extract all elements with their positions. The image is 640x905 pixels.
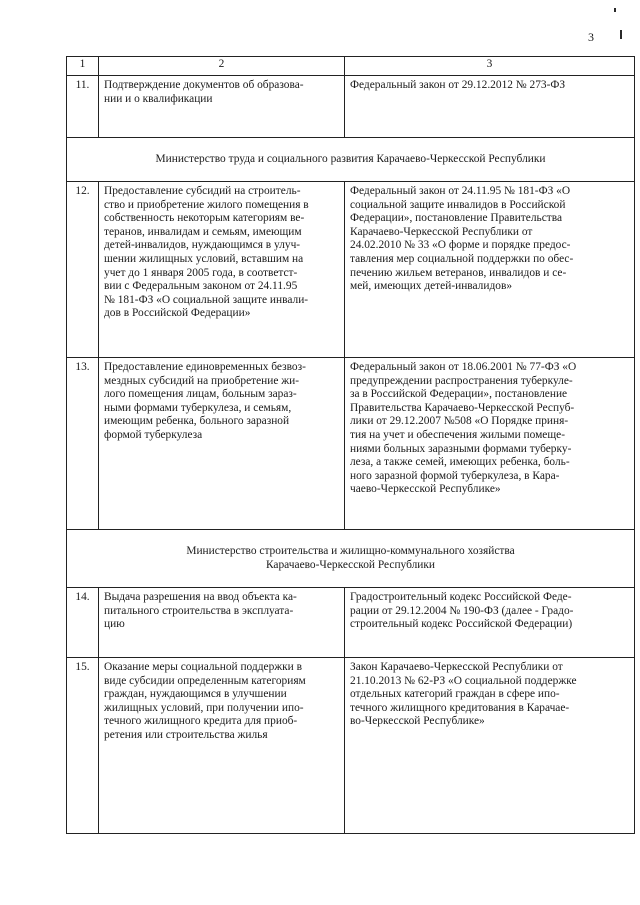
row-number: 11.	[67, 76, 99, 138]
legal-basis	[345, 76, 635, 138]
table-row	[67, 358, 635, 530]
column-header: 1	[67, 57, 99, 76]
ministry-heading-text: Министерство строительства и жилищно-коммунального хозяйства Карачаево-Черкесской Республики	[186, 544, 515, 571]
service-text: Выдача разрешения на ввод объекта ка- питального строительства в эксплуата- цию	[104, 591, 297, 631]
legal-basis	[345, 182, 635, 358]
ministry-heading	[67, 138, 635, 182]
column-header: 2	[99, 57, 345, 76]
table-row	[67, 658, 635, 834]
row-number: 14.	[67, 588, 99, 658]
service-name	[99, 76, 345, 138]
legal-basis-text: Закон Карачаево-Черкесской Республики от 21.10.2013 № 62-РЗ «О социальной поддержке отдельных категорий граждан в сфере ипо- течного жилищного кредитования в Карачае- во-Черкесской Республике»	[350, 661, 577, 728]
column-header: 3	[345, 57, 635, 76]
table-header-row	[67, 57, 635, 76]
ministry-row	[67, 138, 635, 182]
scan-mark	[614, 8, 616, 12]
services-table	[66, 56, 635, 834]
row-number: 12.	[67, 182, 99, 358]
page-number: 3	[588, 30, 594, 44]
service-name	[99, 658, 345, 834]
legal-basis	[345, 658, 635, 834]
service-name	[99, 358, 345, 530]
ministry-row	[67, 530, 635, 588]
table-row	[67, 182, 635, 358]
legal-basis	[345, 588, 635, 658]
table-row	[67, 588, 635, 658]
legal-basis-text: Федеральный закон от 18.06.2001 № 77-ФЗ «О предупреждении распространения туберкуле- за в Российской Федерации», постановление Правительства Карачаево-Черкесской Респуб- лики от 29.12.2007 №508 «О Порядке приня- тия на учет и обеспечения жилыми помеще- ниями больных заразными формами туберку- леза, а также семей, имеющих ребенка, боль- ного заразной формой туберкулеза, в Кара- чаево-Черкесской Республике»	[350, 361, 577, 496]
ministry-heading	[67, 530, 635, 588]
legal-basis	[345, 358, 635, 530]
ministry-heading-text: Министерство труда и социального развития Карачаево-Черкесской Республики	[155, 152, 546, 165]
service-name	[99, 588, 345, 658]
service-text: Предоставление субсидий на строитель- ство и приобретение жилого помещения в собственность некоторым категориям ве- теранов, инвалидам и семьям, имеющим детей-инвалидов, нуждающимся в улуч- шении жилищных условий, вставшим на учет до 1 января 2005 года, в соответст- вии с Федеральным законом от 24.11.95 № 181-ФЗ «О социальной защите инвали- дов в Российской Федерации»	[104, 185, 309, 320]
legal-basis-text: Федеральный закон от 29.12.2012 № 273-ФЗ	[350, 79, 566, 91]
service-text: Оказание меры социальной поддержки в виде субсидии определенным категориям граждан, нуждающимся в улучшении жилищных условий, при получении ипо- течного жилищного кредита для приоб- ретения или строительства жилья	[104, 661, 306, 741]
scan-mark	[620, 30, 622, 39]
row-number: 15.	[67, 658, 99, 834]
service-text: Предоставление единовременных безвоз- мездных субсидий на приобретение жи- лого помещения лицам, больным зараз- ными формами туберкулеза, и семьям, имеющим ребенка, больного заразной формой туберкулеза	[104, 361, 306, 441]
legal-basis-text: Градостроительный кодекс Российской Феде- рации от 29.12.2004 № 190-ФЗ (далее - Градо- строительный кодекс Российской Федерации)	[350, 591, 574, 631]
table-row	[67, 76, 635, 138]
service-text: Подтверждение документов об образова- нии и о квалификации	[104, 79, 304, 105]
legal-basis-text: Федеральный закон от 24.11.95 № 181-ФЗ «О социальной защите инвалидов в Российской Федерации», постановление Правительства Карачаево-Черкесской Республики от 24.02.2010 № 33 «О форме и порядке предос- тавления мер социальной поддержки по обес- печению жильем ветеранов, инвалидов и се- мей, имеющих детей-инвалидов»	[350, 185, 574, 293]
row-number: 13.	[67, 358, 99, 530]
service-name	[99, 182, 345, 358]
